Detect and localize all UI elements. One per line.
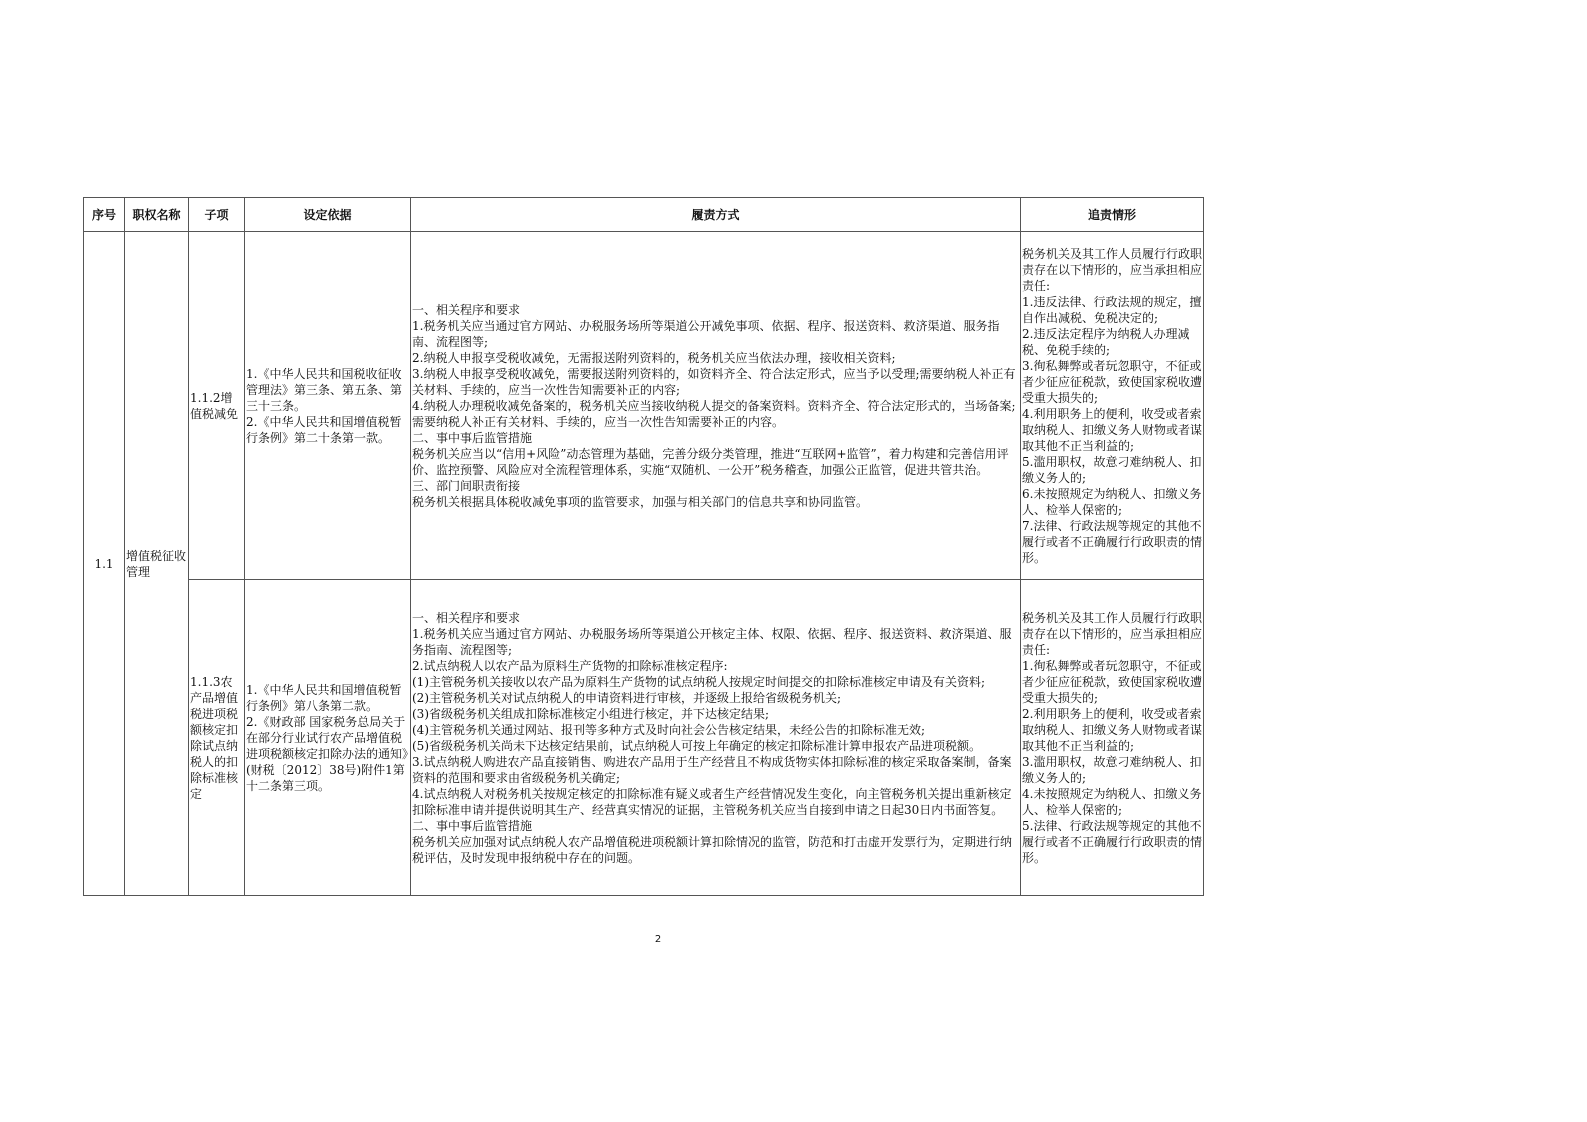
text-line: (5)省级税务机关尚未下达核定结果前，试点纳税人可按上年确定的核定扣除标准计算申报农产品进项税额。: [412, 738, 982, 753]
liability-cell: [1021, 232, 1204, 580]
text-line: 2.利用职务上的便利，收受或者索取纳税人、扣缴义务人财物或者谋取其他不正当利益的;: [1022, 706, 1203, 753]
header-basis: 设定依据: [245, 198, 411, 232]
duty-table: [83, 197, 1204, 896]
text-line: 3.试点纳税人购进农产品直接销售、购进农产品用于生产经营且不构成货物实体扣除标准的核定采取备案制，备案资料的范围和要求由省级税务机关确定;: [412, 754, 1012, 785]
text-line: 税务机关及其工作人员履行行政职责存在以下情形的，应当承担相应责任:: [1022, 246, 1203, 293]
text-line: 6.未按照规定为纳税人、扣缴义务人、检举人保密的;: [1022, 486, 1202, 517]
header-liability: 追责情形: [1021, 198, 1204, 232]
sub-item: 1.1.2增值税减免: [190, 390, 239, 421]
page-number: 2: [654, 934, 662, 945]
header-seq: 序号: [84, 198, 125, 232]
text-line: (4)主管税务机关通过网站、报刊等多种方式及时向社会公告核定结果，未经公告的扣除标准无效;: [412, 722, 926, 737]
text-line: 税务机关应当以“信用+风险”动态管理为基础，完善分级分类管理，推进“互联网+监管”，着力构建和完善信用评价、监控预警、风险应对全流程管理体系，实施“双随机、一公开”税务稽查，加强公正监管，促进共管共治。: [412, 446, 1009, 477]
text-line: 1.税务机关应当通过官方网站、办税服务场所等渠道公开减免事项、依据、程序、报送资料、救济渠道、服务指南、流程图等;: [412, 318, 1000, 349]
text-line: (3)省级税务机关组成扣除标准核定小组进行核定，并下达核定结果;: [412, 706, 770, 721]
text-line: 2.纳税人申报享受税收减免，无需报送附列资料的，税务机关应当依法办理，接收相关资料;: [412, 350, 896, 365]
liability-text: [1021, 246, 1203, 566]
text-line: 1.违反法律、行政法规的规定，擅自作出减税、免税决定的;: [1022, 294, 1202, 325]
text-line: 三、部门间职责衔接: [412, 478, 521, 493]
text-line: 税务机关应加强对试点纳税人农产品增值税进项税额计算扣除情况的监管，防范和打击虚开发票行为，定期进行纳税评估，及时发现申报纳税中存在的问题。: [412, 834, 1013, 865]
text-line: 二、事中事后监管措施: [412, 430, 533, 445]
text-line: 4.利用职务上的便利，收受或者索取纳税人、扣缴义务人财物或者谋取其他不正当利益的;: [1022, 406, 1203, 453]
table-row: [84, 232, 1204, 580]
method-text: [411, 302, 1020, 510]
header-power-name: 职权名称: [125, 198, 189, 232]
text-line: 3.纳税人申报享受税收减免，需要报送附列资料的，如资料齐全、符合法定形式，应当予以受理;需要纳税人补正有关材料、手续的，应当一次性告知需要补正的内容;: [412, 366, 1016, 397]
text-line: (1)主管税务机关接收以农产品为原料生产货物的试点纳税人按规定时间提交的扣除标准核定申请及有关资料;: [412, 674, 986, 689]
text-line: 税务机关及其工作人员履行行政职责存在以下情形的，应当承担相应责任:: [1022, 610, 1203, 657]
sub-item-cell: [189, 232, 245, 580]
text-line: 1.《中华人民共和国税收征收管理法》第三条、第五条、第三十三条。: [246, 366, 403, 413]
method-cell: [411, 580, 1021, 896]
liability-cell: [1021, 580, 1204, 896]
text-line: 3.滥用职权，故意刁难纳税人、扣缴义务人的;: [1022, 754, 1202, 785]
text-line: 7.法律、行政法规等规定的其他不履行或者不正确履行行政职责的情形。: [1022, 518, 1203, 565]
header-method: 履责方式: [411, 198, 1021, 232]
basis-text: [245, 366, 410, 446]
basis-cell: [245, 580, 411, 896]
sub-item: 1.1.3农产品增值税进项税额核定扣除试点纳税人的扣除标准核定: [190, 674, 239, 801]
power-name: 增值税征收管理: [126, 548, 187, 579]
basis-text: [245, 682, 410, 794]
header-sub-item: 子项: [189, 198, 245, 232]
seq-cell: 1.1: [84, 232, 125, 896]
text-line: 1.税务机关应当通过官方网站、办税服务场所等渠道公开核定主体、权限、依据、程序、报送资料、救济渠道、服务指南、流程图等;: [412, 626, 1012, 657]
text-line: 4.未按照规定为纳税人、扣缴义务人、检举人保密的;: [1022, 786, 1202, 817]
text-line: 2.《中华人民共和国增值税暂行条例》第二十条第一款。: [246, 414, 402, 445]
text-line: 一、相关程序和要求: [412, 302, 521, 317]
text-line: 1.徇私舞弊或者玩忽职守，不征或者少征应征税款，致使国家税收遭受重大损失的;: [1022, 658, 1203, 705]
text-line: 5.滥用职权，故意刁难纳税人、扣缴义务人的;: [1022, 454, 1202, 485]
table-row: [84, 580, 1204, 896]
header-row: [84, 198, 1204, 232]
text-line: 税务机关根据具体税收减免事项的监管要求，加强与相关部门的信息共享和协同监管。: [412, 494, 869, 509]
text-line: 2.违反法定程序为纳税人办理减税、免税手续的;: [1022, 326, 1190, 357]
text-line: 3.徇私舞弊或者玩忽职守，不征或者少征应征税款，致使国家税收遭受重大损失的;: [1022, 358, 1203, 405]
text-line: 2.试点纳税人以农产品为原料生产货物的扣除标准核定程序:: [412, 658, 728, 673]
text-line: 4.纳税人办理税收减免备案的，税务机关应当接收纳税人提交的备案资料。资料齐全、符合法定形式的，当场备案;需要纳税人补正有关材料、手续的，应当一次性告知需要补正的内容。: [412, 398, 1016, 429]
liability-text: [1021, 610, 1203, 866]
method-text: [411, 610, 1020, 866]
text-line: (2)主管税务机关对试点纳税人的申请资料进行审核，并逐级上报给省级税务机关;: [412, 690, 842, 705]
basis-cell: [245, 232, 411, 580]
text-line: 二、事中事后监管措施: [412, 818, 533, 833]
text-line: 5.法律、行政法规等规定的其他不履行或者不正确履行行政职责的情形。: [1022, 818, 1203, 865]
text-line: 1.《中华人民共和国增值税暂行条例》第八条第二款。: [246, 682, 402, 713]
text-line: 2.《财政部 国家税务总局关于在部分行业试行农产品增值税进项税额核定扣除办法的通知》(财税〔2012〕38号)附件1第十二条第三项。: [246, 714, 409, 793]
power-name-cell: [125, 232, 189, 896]
text-line: 一、相关程序和要求: [412, 610, 521, 625]
method-cell: [411, 232, 1021, 580]
text-line: 4.试点纳税人对税务机关按规定核定的扣除标准有疑义或者生产经营情况发生变化，向主管税务机关提出重新核定扣除标准申请并提供说明其生产、经营真实情况的证据，主管税务机关应当自接到申请之日起30日内书面答复。: [412, 786, 1012, 817]
sub-item-cell: [189, 580, 245, 896]
